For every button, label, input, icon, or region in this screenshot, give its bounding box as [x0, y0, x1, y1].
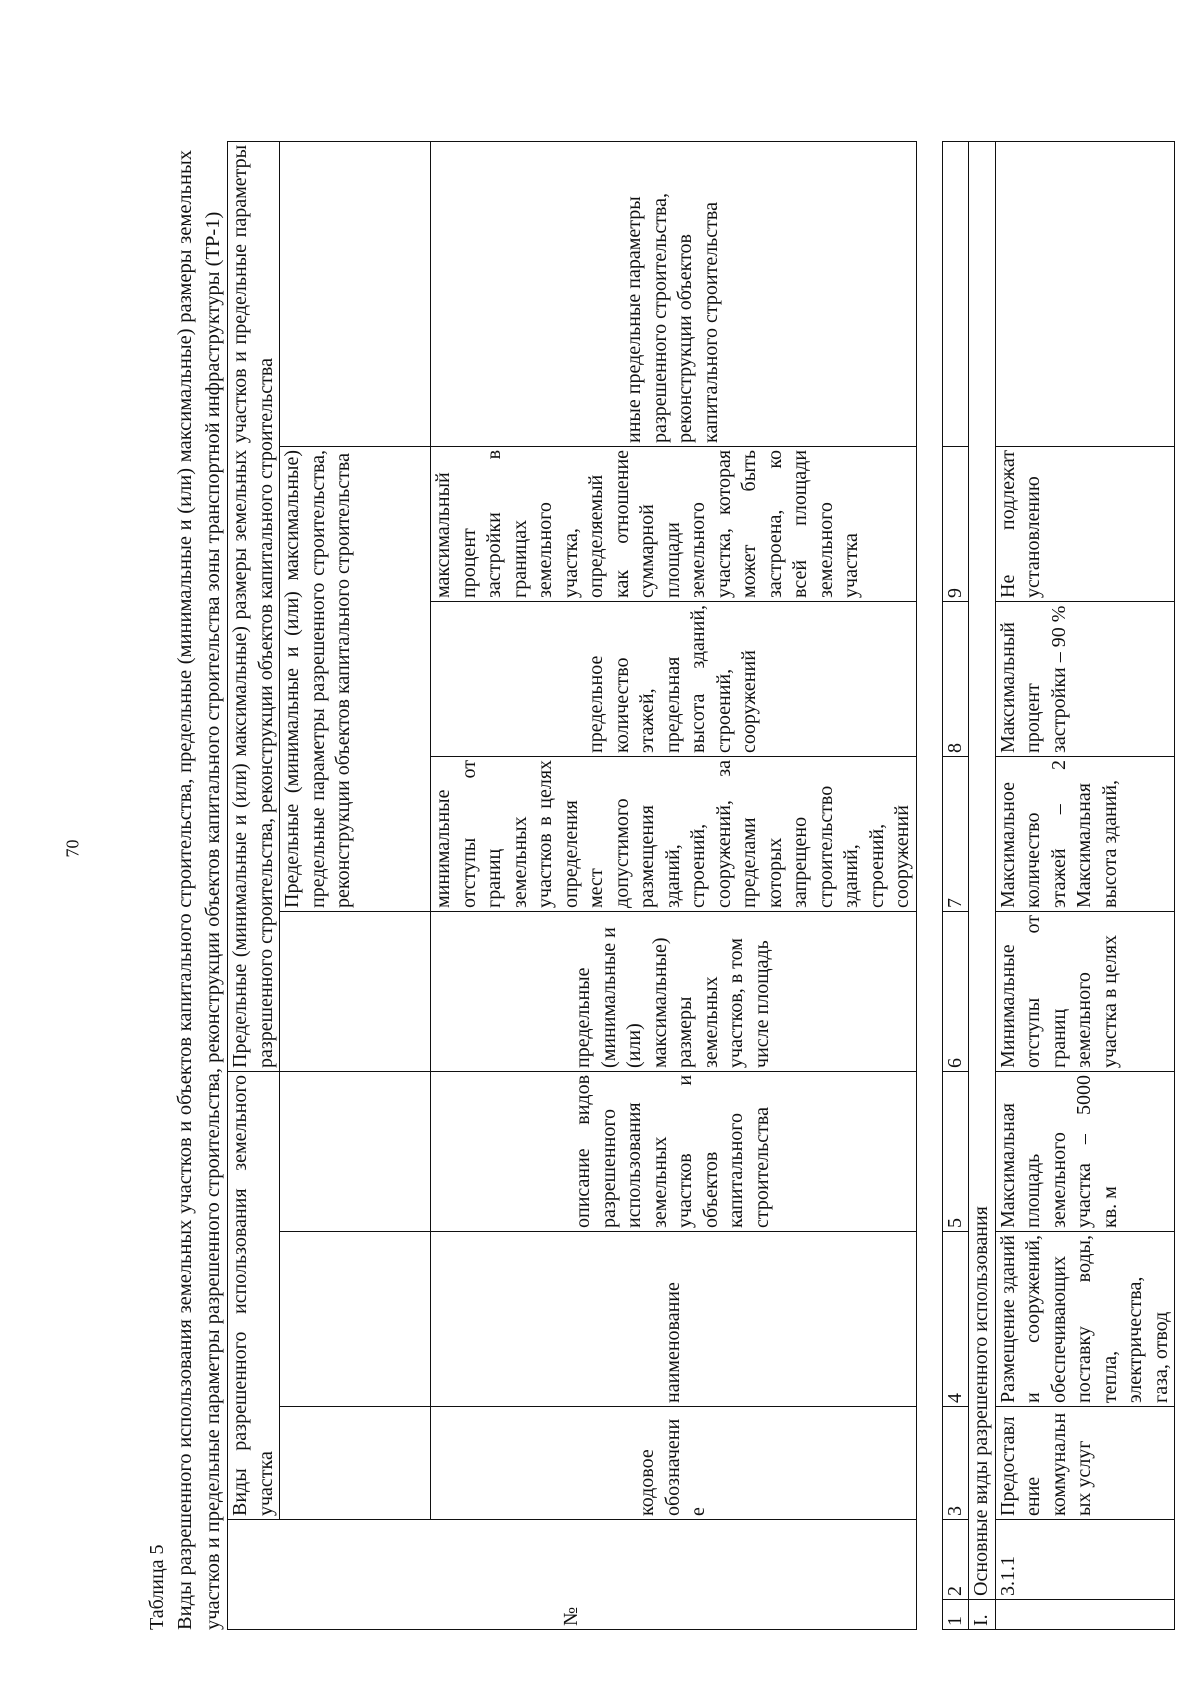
row-coverage: Максимальный процент застройки – 90 % — [995, 602, 1175, 757]
header-empty-cell — [280, 1071, 431, 1231]
row-empty-cell — [995, 1600, 1175, 1630]
row-plot-size: Максимальная площадь земельного участка – 5000 кв. м — [995, 1072, 1175, 1232]
header-code: кодовое обозначение — [431, 1407, 917, 1520]
row-other: Не подлежат установлению — [995, 447, 1175, 602]
row-name: Предоставление коммунальных услуг — [995, 1407, 1175, 1520]
row-description: Размещение зданий и сооружений, обеспечивающих поставку воды, тепла, электричества, газа, отвод — [995, 1232, 1175, 1407]
header-height: предельное количество этажей, предельная высота зданий, строений, сооружений — [431, 601, 917, 756]
column-number: 8 — [942, 602, 969, 757]
section-row — [969, 142, 996, 1630]
column-numbers-row — [942, 142, 969, 1630]
header-no: № — [228, 1520, 917, 1630]
page-number: 70 — [62, 839, 83, 858]
header-name: наименование — [431, 1232, 917, 1407]
row-setbacks: Минимальные отступы от границ земельного участка в целях — [995, 912, 1175, 1072]
column-number: 1 — [942, 1600, 969, 1630]
section-number: I. — [969, 1600, 996, 1630]
column-number: 7 — [942, 757, 969, 912]
row-height: Максимальное количество этажей – 2 Максимальная высота зданий, — [995, 757, 1175, 912]
table-caption: Таблица 5 — [146, 1544, 168, 1630]
column-number: 9 — [942, 447, 969, 602]
header-group-params: Предельные (минимальные и (или) максимальные) размеры земельных участков и предельные параметры разрешенного строительства, реконструкции объектов капитального строительства — [228, 141, 280, 1071]
header-empty-cell — [280, 1407, 431, 1520]
table-row — [995, 142, 1175, 1630]
header-table — [227, 141, 917, 1630]
header-description: описание видов разрешенного использования земельных участков и объектов капитального строительства — [431, 1071, 917, 1231]
header-setbacks: минимальные отступы от границ земельных участков в целях определения мест допустимого размещения зданий, строений, сооружений, за пределами которых запрещено строительство зданий, строений, сооружений — [431, 756, 917, 911]
section-title: Основные виды разрешенного использования — [969, 142, 996, 1600]
header-empty-cell — [280, 141, 431, 446]
header-empty-cell — [280, 1232, 431, 1407]
column-number: 2 — [942, 1520, 969, 1600]
column-number: 5 — [942, 1072, 969, 1232]
header-group-use: Виды разрешенного использования земельного участка — [228, 1071, 280, 1519]
header-plot-size: предельные (минимальные и (или) максимальные) размеры земельных участков, в том числе площадь — [431, 911, 917, 1071]
body-table — [942, 141, 1176, 1630]
row-code: 3.1.1 — [995, 1520, 1175, 1600]
header-group-build: Предельные (минимальные и (или) максимальные) предельные параметры разрешенного строительства, реконструкции объектов капитального строительства — [280, 446, 431, 911]
header-coverage: максимальный процент застройки в границах земельного участка, определяемый как отношение суммарной площади земельного участка, которая может быть застроена, ко всей площади земельного участка — [431, 446, 917, 601]
header-other: иные предельные параметры разрешенного строительства, реконструкции объектов капитального строительства — [431, 141, 917, 446]
column-number: 6 — [942, 912, 969, 1072]
column-number: 4 — [942, 1232, 969, 1407]
rotated-page-content — [143, 100, 1200, 1630]
header-empty-cell — [280, 911, 431, 1071]
row-empty-cell — [995, 142, 1175, 447]
column-number: 3 — [942, 1407, 969, 1520]
table-title: Виды разрешенного использования земельных участков и объектов капитального строительства, предельные (минимальные и (или) максимальные) размеры земельных участков и предельные параметры разрешенного строительства, реконструкции объектов капитального строительства зоны транспортной инфраструктуры (ТР-1) — [174, 150, 224, 1630]
column-number-empty — [942, 142, 969, 447]
